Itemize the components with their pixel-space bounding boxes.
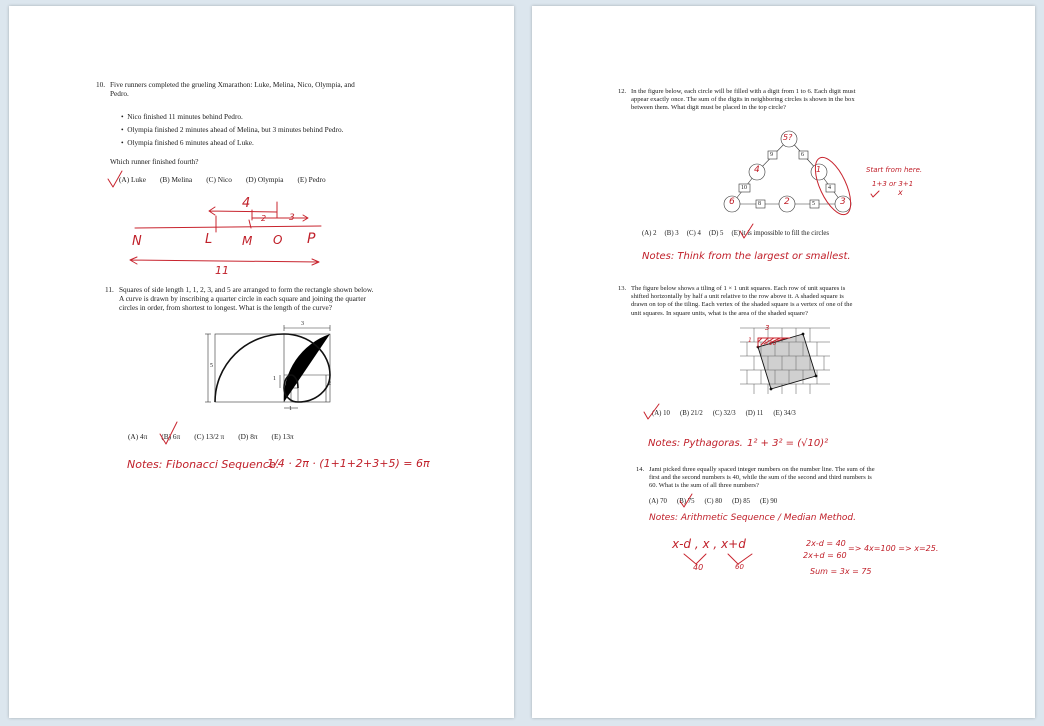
q10-number: 10.	[96, 80, 106, 89]
q12-line3: between them. What digit must be placed in the top circle?	[631, 104, 786, 112]
q11-note: Notes: Fibonacci Sequence.	[127, 458, 280, 471]
q14-line2: first and the second numbers is 40, while the sum of the second and third numbers is	[649, 474, 872, 482]
q11-choice-c[interactable]: (C) 13/2 π	[194, 432, 225, 441]
q10-line2: Pedro.	[110, 89, 129, 99]
q12-note: Notes: Think from the largest or smallest.	[642, 251, 851, 262]
q14-hand-brackets	[672, 552, 782, 566]
q11-line2: A curve is drawn by inscribing a quarter circle in each square and joining the quarter	[119, 294, 366, 304]
q10-hand-2: 2	[261, 214, 267, 223]
page-right	[532, 6, 1035, 718]
q11-line1: Squares of side length 1, 1, 2, 3, and 5 are arranged to form the rectangle shown below.	[119, 285, 374, 294]
q14-number: 14.	[636, 466, 645, 473]
q13-line4: unit squares. In square units, what is the area of the shaded square?	[631, 309, 808, 317]
q10-choice-d[interactable]: (D) Olympia	[245, 175, 284, 184]
q12-choice-c[interactable]: (C) 4	[686, 230, 701, 237]
q12-circle-left: 4	[754, 165, 760, 175]
q14-sum: Sum = 3x = 75	[810, 567, 872, 576]
q12-box-6: 5	[812, 201, 815, 207]
q14-choice-d[interactable]: (D) 85	[732, 498, 750, 505]
q11-dim-top: 3	[301, 321, 304, 327]
q12-line2: appear exactly once. The sum of the digits in neighboring circles is shown in the box	[631, 96, 855, 104]
q14-hand-terms: x-d , x , x+d	[672, 537, 746, 551]
q12-choice-d[interactable]: (D) 5	[708, 230, 724, 237]
q13-choice-d[interactable]: (D) 11	[745, 410, 764, 417]
q11-checkmark	[157, 420, 181, 446]
q12-hand-start: Start from here.	[866, 166, 923, 174]
q10-choice-c[interactable]: (C) Nico	[206, 175, 232, 184]
q14-choices	[649, 498, 791, 505]
q10-choice-b[interactable]: (B) Melina	[159, 175, 193, 184]
q13-line2: shifted horizontally by half a unit relative to the row above it. A shaded square is	[631, 293, 844, 301]
q12-choice-e[interactable]: (E) it is impossible to fill the circles	[731, 230, 830, 237]
q13-note-formula: 1² + 3² = (√10)²	[747, 438, 829, 449]
q12-circle-right: 1	[816, 165, 822, 174]
q11-line3: circles in order, from shortest to longest. What is the length of the curve?	[119, 303, 332, 313]
q11-choice-a[interactable]: (A) 4π	[128, 432, 148, 441]
q12-box-4: 4	[828, 185, 831, 191]
q11-text	[105, 285, 485, 313]
q10-hand-P: P	[307, 231, 316, 247]
q13-choice-c[interactable]: (C) 32/3	[712, 410, 736, 417]
q12-checkmark	[738, 222, 756, 240]
q14-note: Notes: Arithmetic Sequence / Median Method.	[649, 513, 856, 523]
q10-number-line-sketch	[9, 6, 514, 286]
q11-dim-inner: 1	[273, 376, 276, 382]
q14-eq2: 2x+d = 60	[803, 551, 847, 560]
q13-hand-3: 3	[765, 324, 770, 332]
q12-number: 12.	[618, 88, 627, 95]
q12-hand-x: x	[898, 188, 903, 197]
q12-circle-top: 5?	[783, 133, 793, 142]
q10-line1: Five runners completed the grueling Xmarathon: Luke, Melina, Nico, Olympia, and	[110, 80, 355, 89]
q13-hand-1: 1	[748, 337, 752, 344]
q10-hand-L: L	[205, 232, 213, 247]
q13-note: Notes: Pythagoras.	[648, 438, 743, 449]
q14-line3: 60. What is the sum of all three numbers?	[649, 482, 759, 490]
q14-text	[636, 466, 1016, 491]
q11-choice-e[interactable]: (E) 13π	[271, 432, 294, 441]
q13-choice-a[interactable]: (A) 10	[652, 410, 670, 417]
q12-box-1: 9	[770, 152, 773, 158]
q14-choice-b[interactable]: (B) 75	[676, 498, 695, 505]
q10-prompt: Which runner finished fourth?	[110, 157, 199, 166]
q10-bullet-3: • Olympia finished 6 minutes ahead of Luke.	[121, 138, 254, 148]
q13-line1: The figure below shows a tiling of 1 × 1 unit squares. Each row of unit squares is	[631, 285, 846, 292]
q12-choice-b[interactable]: (B) 3	[664, 230, 679, 237]
q10-hand-O: O	[273, 233, 283, 247]
q10-bullet-1: • Nico finished 11 minutes behind Pedro.	[121, 112, 243, 121]
q14-choice-a[interactable]: (A) 70	[649, 498, 667, 505]
q12-box-3: 10	[741, 185, 747, 191]
q10-choice-a[interactable]: (A) Luke	[119, 175, 146, 184]
q13-line3: drawn on top of the tiling. Each vertex of the shaded square is a vertex of one of the	[631, 301, 853, 309]
q12-box-5: 8	[758, 201, 761, 207]
q11-choice-b[interactable]: (B) 6π	[161, 432, 181, 441]
q12-box-2: 6	[801, 152, 804, 158]
q12-hand-check	[870, 190, 880, 198]
q12-circle-bm: 2	[784, 197, 790, 207]
q11-choices	[128, 432, 308, 441]
q14-eq1: 2x-d = 40	[806, 539, 846, 548]
q13-tiling-figure	[740, 324, 830, 396]
q13-number: 13.	[618, 285, 627, 292]
q14-choice-e[interactable]: (E) 90	[760, 498, 778, 505]
q11-dim-bottom: 1	[289, 406, 292, 412]
q10-hand-4: 4	[242, 196, 251, 211]
q14-choice-c[interactable]: (C) 80	[704, 498, 723, 505]
q14-hand-40: 40	[693, 563, 704, 572]
q14-line1: Jami picked three equally spaced integer numbers on the number line. The sum of the	[649, 466, 875, 473]
q12-text	[618, 88, 1018, 113]
page-left	[9, 6, 514, 718]
q10-choice-e[interactable]: (E) Pedro	[297, 175, 326, 184]
q11-note-formula: 1/4 · 2π · (1+1+2+3+5) = 6π	[267, 457, 430, 470]
q13-choice-b[interactable]: (B) 21/2	[679, 410, 703, 417]
q11-number: 11.	[105, 285, 114, 294]
q10-hand-N: N	[132, 234, 142, 249]
q12-choice-a[interactable]: (A) 2	[642, 230, 657, 237]
q13-checkmark	[642, 402, 662, 422]
q12-circle-bl: 6	[729, 197, 735, 207]
q11-fibonacci-figure	[204, 324, 344, 416]
q14-hand-60: 60	[735, 563, 744, 571]
q14-checkmark	[678, 492, 696, 510]
q10-bullet-2: • Olympia finished 2 minutes ahead of Melina, but 3 minutes behind Pedro.	[121, 125, 344, 135]
q13-choices	[652, 410, 810, 417]
q14-eq-result: => 4x=100 => x=25.	[848, 544, 939, 553]
q13-text	[618, 285, 1018, 318]
q11-choice-d[interactable]: (D) 8π	[238, 432, 258, 441]
q11-dim-left: 5	[210, 363, 213, 369]
q10-hand-3: 3	[289, 213, 295, 223]
q12-line1: In the figure below, each circle will be filled with a digit from 1 to 6. Each digit must	[631, 88, 856, 95]
q11-dim-right: 2	[328, 381, 331, 387]
q13-choice-e[interactable]: (E) 34/3	[773, 410, 796, 417]
q12-circle-br: 3	[840, 197, 846, 207]
q12-hand-calc: 1+3 or 3+1	[872, 180, 914, 188]
q10-hand-11: 11	[215, 264, 229, 277]
q13-hand-root: √10	[765, 340, 777, 347]
q10-hand-M: M	[242, 234, 253, 248]
